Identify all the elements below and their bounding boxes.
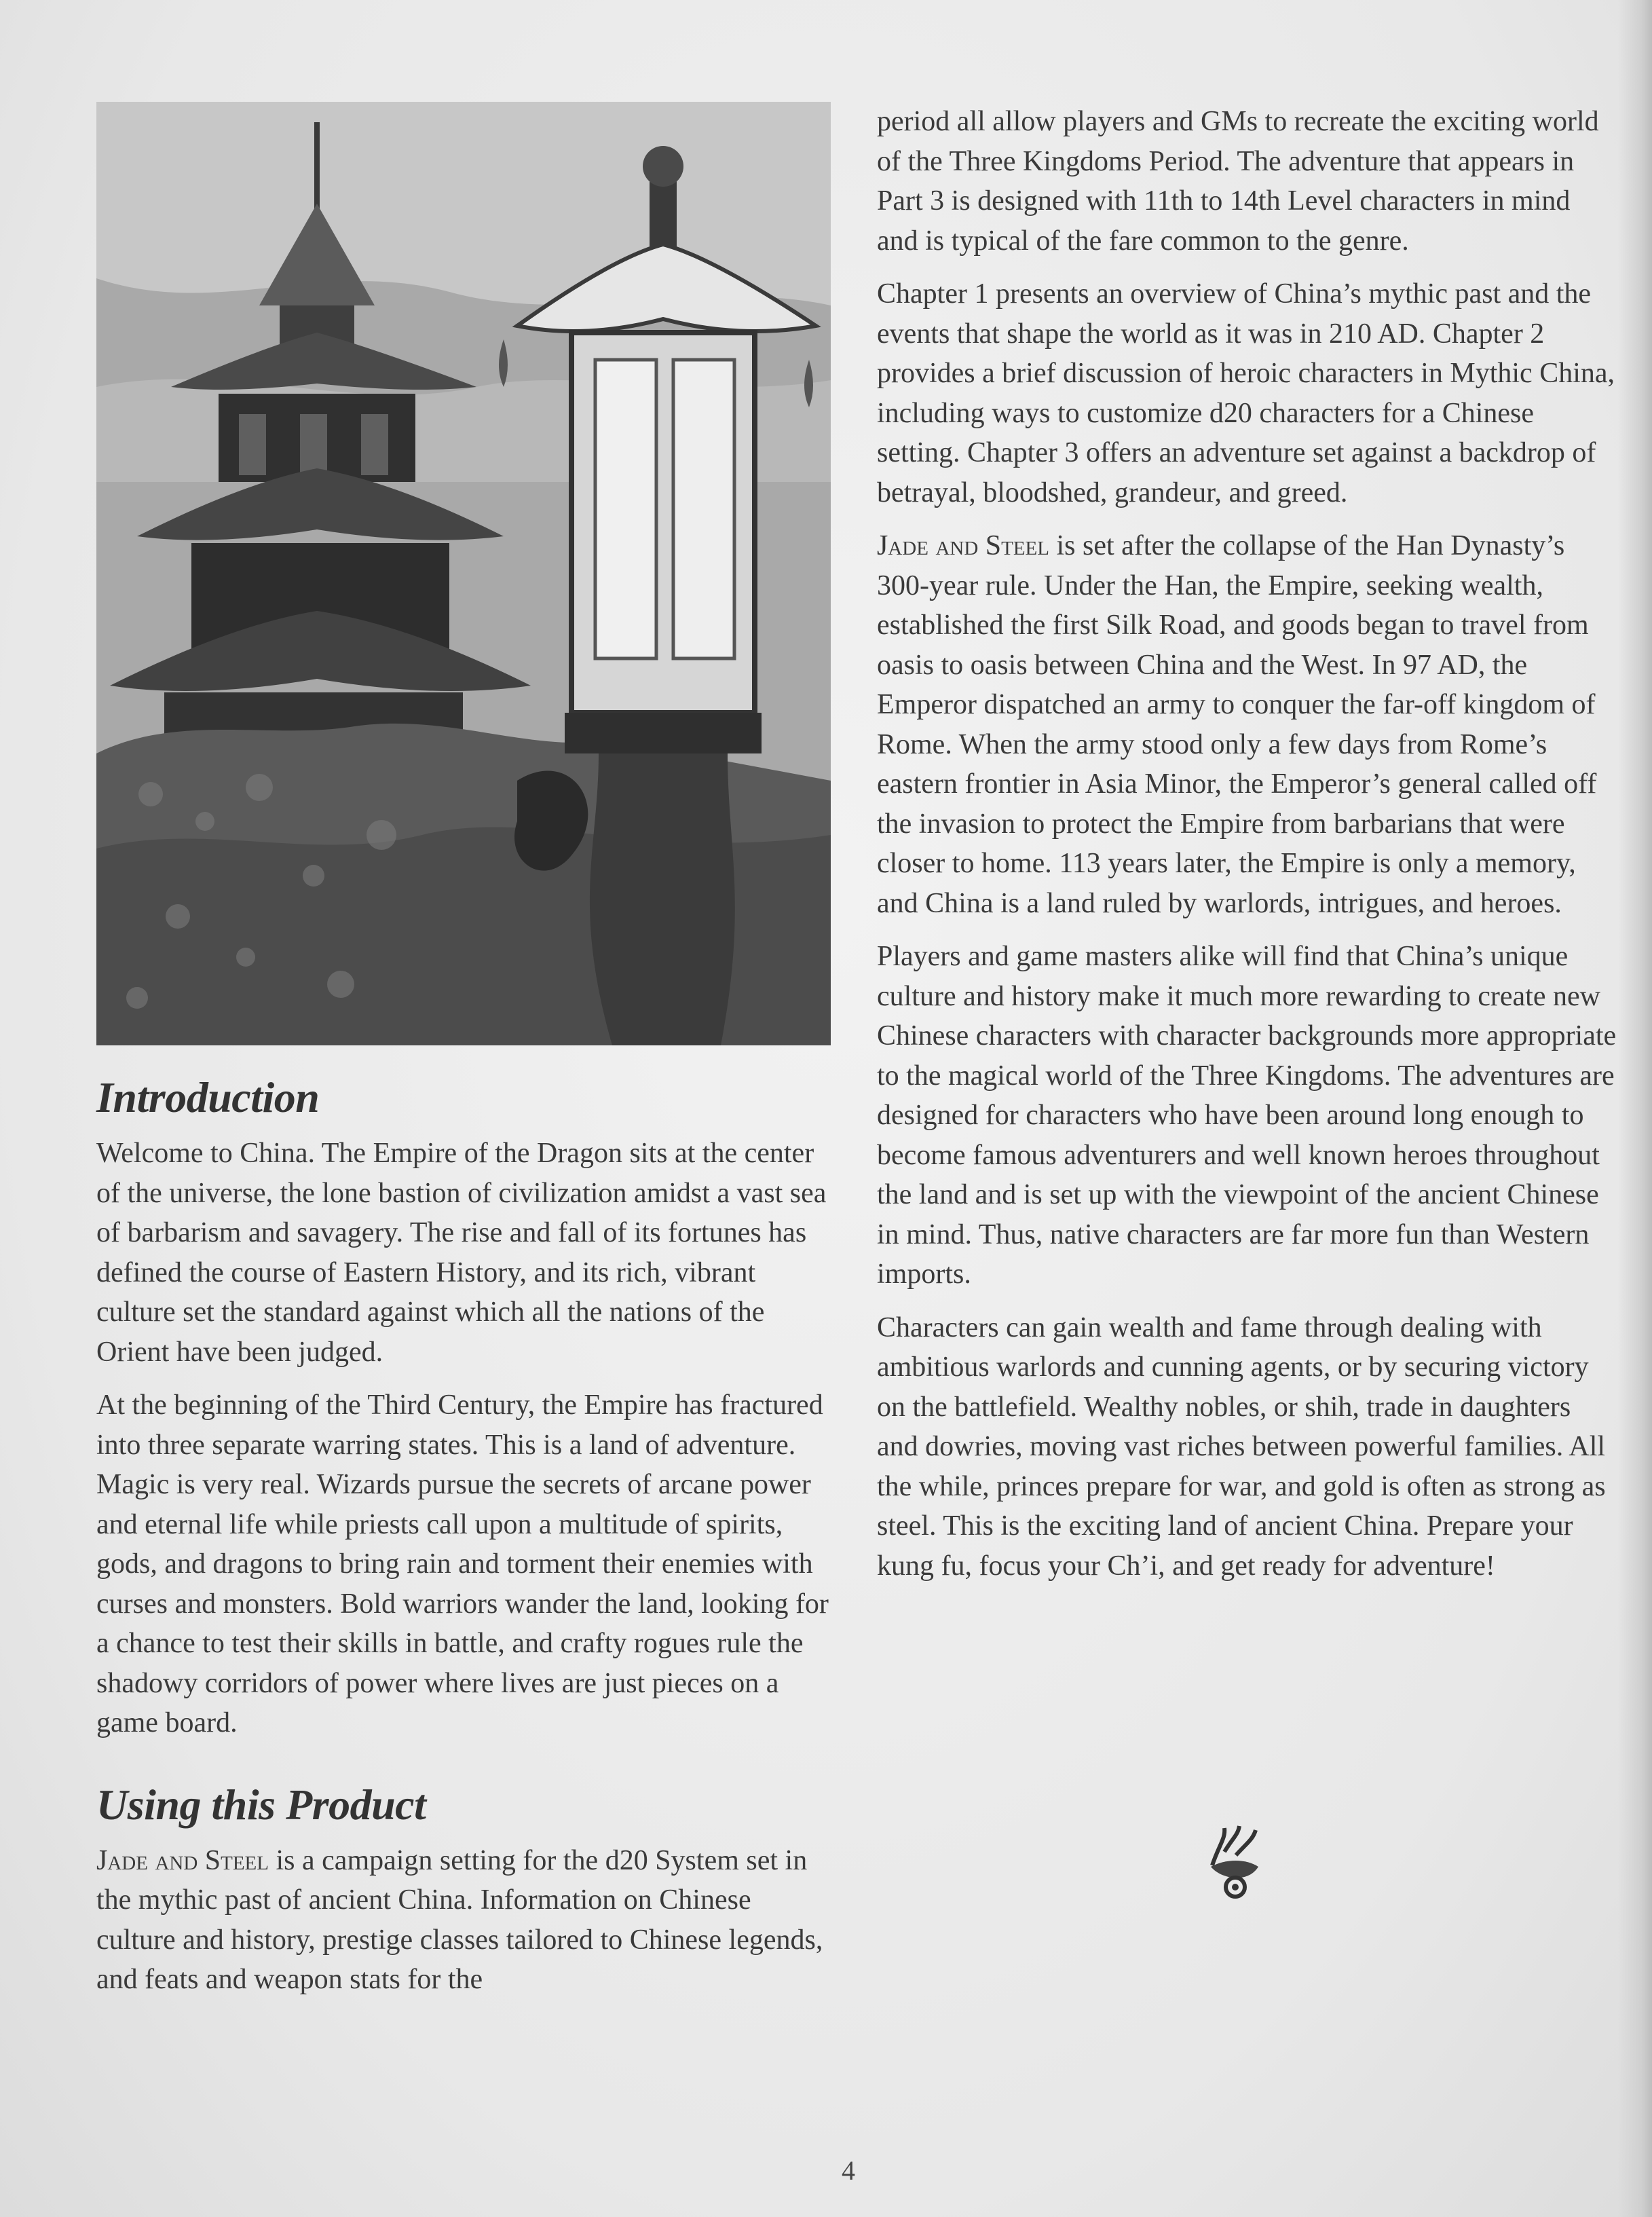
using-paragraph-1-text: is a campaign setting for the d20 System set in the mythic past of ancient China. Information on Chinese culture and history, prestige classes tailored to Chinese legends, and feats and weapon stats for the — [96, 1844, 823, 1995]
introduction-heading: Introduction — [96, 1073, 320, 1121]
right-paragraph-3 — [877, 526, 1617, 923]
right-paragraph-4: Players and game masters alike will find that China’s unique culture and history make it much more rewarding to create new Chinese characters with character backgrounds more appropriate to the magical world of the Three Kingdoms. The adventures are designed for characters who have been around long enough to become famous adventurers and well known heroes throughout the land and is set up with the viewpoint of the ancient Chinese in mind. Thus, native characters are far more fun than Western imports. — [877, 941, 1617, 1290]
right-paragraph-2: Chapter 1 presents an overview of China’s mythic past and the events that shape the world as it was in 210 AD. Chapter 2 provides a brief discussion of heroic characters in Mythic China, including ways to customize d20 characters for a Chinese setting. Chapter 3 offers an adventure set against a backdrop of betrayal, bloodshed, grandeur, and greed. — [877, 278, 1615, 508]
right-paragraph-5: Characters can gain wealth and fame through dealing with ambitious warlords and cunning agents, or by securing victory on the battlefield. Wealthy nobles, or shih, trade in daughters and dowries, moving vast riches between powerful families. All the while, princes prepare for war, and gold is often as strong as steel. This is the exciting land of ancient China. Prepare your kung fu, focus your Ch’i, and get ready for adventure! — [877, 1311, 1606, 1582]
page-edge-shadow — [1618, 0, 1652, 2217]
page-number: 4 — [842, 2155, 855, 2186]
using-paragraph-1 — [96, 1841, 831, 2000]
intro-paragraph-1: Welcome to China. The Empire of the Dragon sits at the center of the universe, the lone bastion of civilization amidst a vast sea of barbarism and savagery. The rise and fall of its fortunes has defined the course of Eastern History, and its rich, vibrant culture set the standard against which all the nations of the Orient have been judged. — [96, 1138, 827, 1368]
pagoda-illustration-art — [96, 102, 831, 1045]
pagoda-illustration — [96, 102, 831, 1045]
left-column — [96, 1073, 831, 2013]
right-paragraph-1: period all allow players and GMs to recreate the exciting world of the Three Kingdoms Period. The adventure that appears in Part 3 is designed with 11th to 14th Level characters in mind and is typical of the fare common to the genre. — [877, 106, 1599, 257]
product-title: Jade and Steel — [96, 1844, 269, 1876]
intro-paragraph-2: At the beginning of the Third Century, the Empire has fractured into three separate warring states. This is a land of adventure. Magic is very real. Wizards pursue the secrets of arcane power and eternal life while priests call upon a multitude of spirits, gods, and dragons to bring rain and torment their enemies with curses and monsters. Bold warriors wander the land, looking for a chance to test their skills in battle, and crafty rogues rule the shadowy corridors of power where lives are just pieces on a game board. — [96, 1390, 829, 1738]
right-column — [877, 102, 1617, 1599]
dragon-ornament-icon — [1205, 1825, 1264, 1899]
product-title: Jade and Steel — [877, 530, 1049, 561]
using-this-product-heading: Using this Product — [96, 1780, 426, 1829]
right-paragraph-3-text: is set after the collapse of the Han Dynasty’s 300-year rule. Under the Han, the Empire, seeking wealth, established the first Silk Road, and goods began to travel from oasis to oasis between China and the West. In 97 AD, the Emperor dispatched an army to conquer the far-off kingdom of Rome. When the army stood only a few days from Rome’s eastern frontier in Asia Minor, the Emperor’s general called off the invasion to protect the Empire from barbarians that were closer to home. 113 years later, the Empire is only a memory, and China is a land ruled by warlords, intrigues, and heroes. — [877, 530, 1597, 919]
